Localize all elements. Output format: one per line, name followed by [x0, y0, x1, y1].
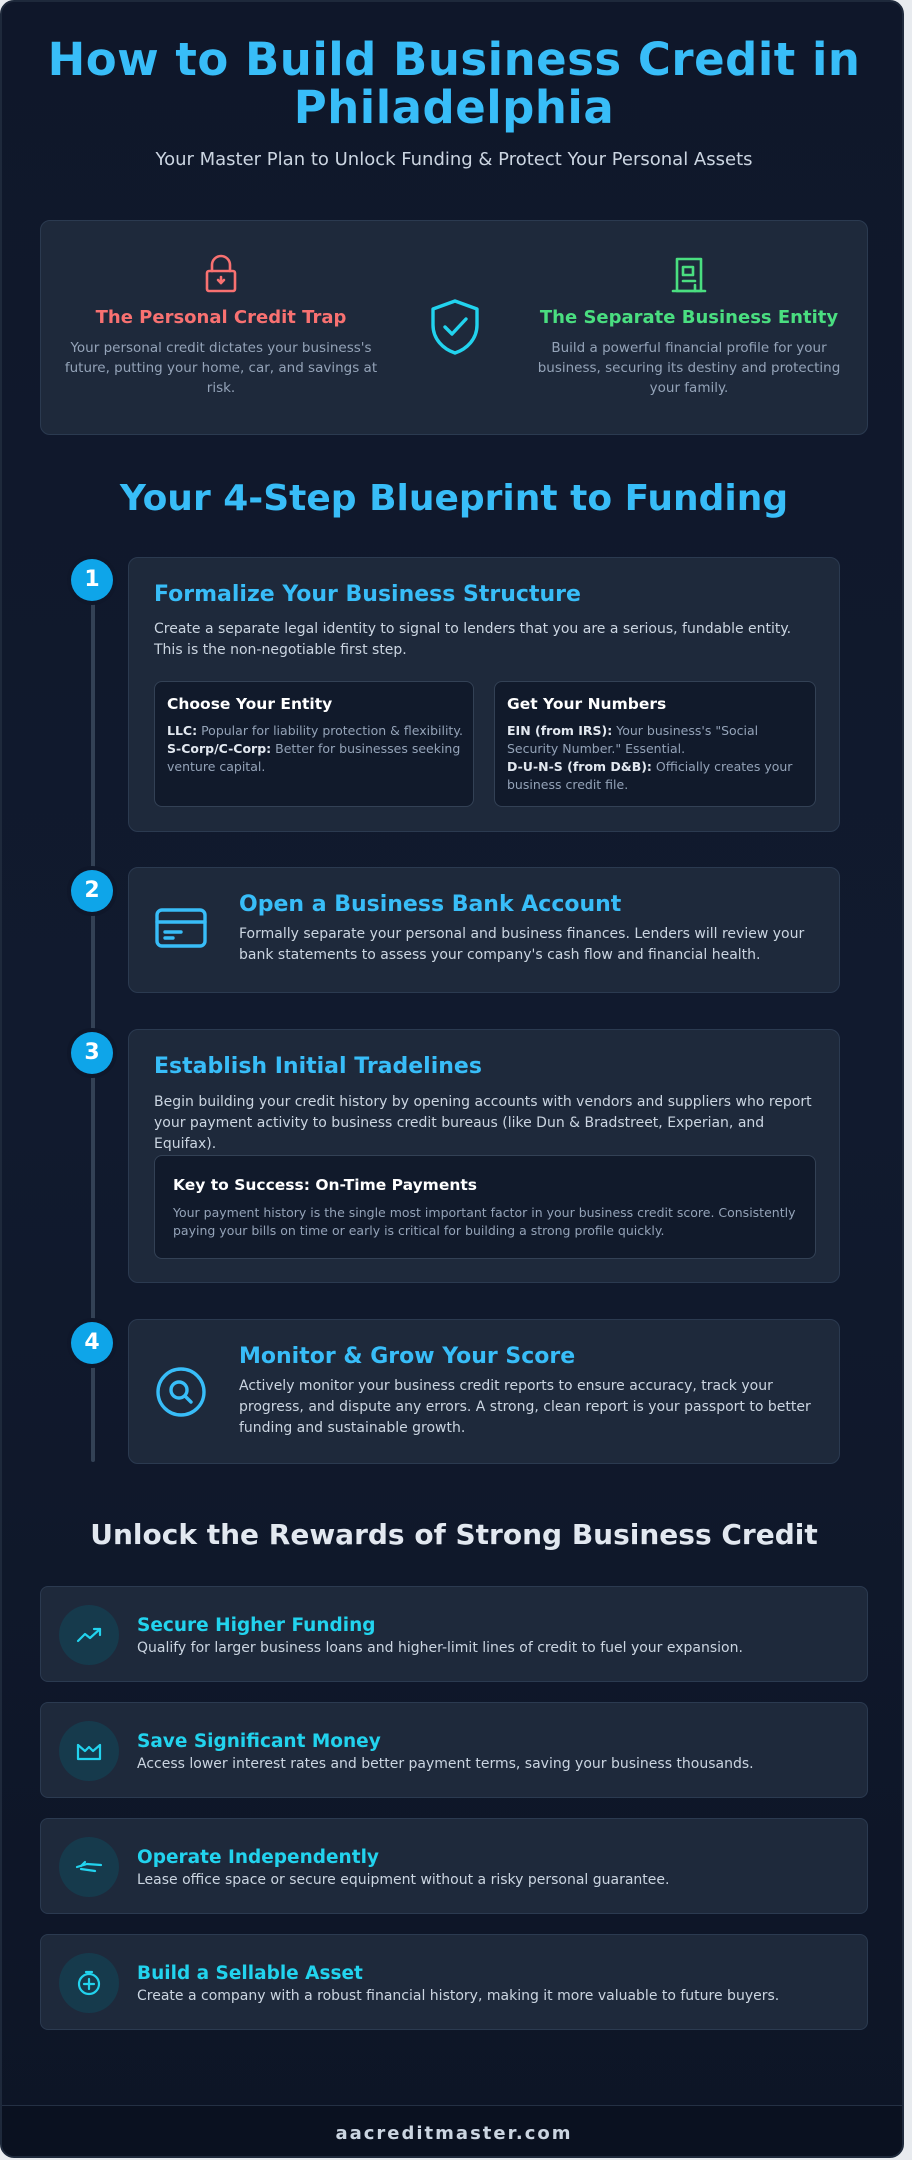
reward-title: Build a Sellable Asset: [137, 1963, 363, 1984]
lock-icon: [197, 251, 245, 299]
step-title-1: Formalize Your Business Structure: [154, 582, 581, 607]
choose-entity-title: Choose Your Entity: [167, 695, 333, 713]
get-numbers-title: Get Your Numbers: [507, 695, 667, 713]
personal-credit-trap: [61, 251, 381, 398]
building-icon: [665, 251, 713, 299]
separate-business-entity: [529, 251, 849, 398]
reward-item-funding: [40, 1586, 868, 1682]
step-card-4: [128, 1319, 840, 1464]
number-duns: D-U-N-S (from D&B): Officially creates your business credit file.: [507, 759, 793, 792]
step-text-1: Create a separate legal identity to signal to lenders that you are a serious, fundable entity. This is the non-negotiable first step.: [154, 621, 792, 658]
blueprint-title: Your 4-Step Blueprint to Funding: [119, 478, 789, 519]
step-title-2: Open a Business Bank Account: [239, 892, 622, 917]
step-number-3: 3: [71, 1032, 113, 1074]
comparison-panel: [40, 220, 868, 435]
choose-entity-text: [167, 722, 467, 776]
entity-corp: S-Corp/C-Corp: Better for businesses seeking venture capital.: [167, 741, 461, 774]
key-to-success-box: [154, 1155, 816, 1259]
rewards-title: Unlock the Rewards of Strong Business Credit: [90, 1518, 818, 1551]
trending-up-icon: [59, 1605, 119, 1665]
savings-icon: [59, 1721, 119, 1781]
key-to-success-title: Key to Success: On-Time Payments: [173, 1176, 478, 1194]
reward-item-independent: [40, 1818, 868, 1914]
step-text-3: Begin building your credit history by opening accounts with vendors and suppliers who report your payment activity to business credit bureaus (like Dun & Bradstreet, Experian, and Equifax).: [154, 1094, 812, 1152]
reward-title: Save Significant Money: [137, 1731, 381, 1752]
step-number-1: 1: [71, 559, 113, 601]
entity-llc: LLC: Popular for liability protection & flexibility.: [167, 723, 463, 738]
reward-text: Access lower interest rates and better payment terms, saving your business thousands.: [137, 1756, 754, 1772]
footer-site-link[interactable]: aacreditmaster.com: [2, 2105, 904, 2158]
key-to-success-text: Your payment history is the single most important factor in your business credit score. Consistently paying your bills on time or early is critical for building a strong profile quickly.: [173, 1205, 796, 1238]
step-title-4: Monitor & Grow Your Score: [239, 1344, 576, 1369]
reward-text: Qualify for larger business loans and higher-limit lines of credit to fuel your expansion.: [137, 1640, 743, 1656]
step-title-3: Establish Initial Tradelines: [154, 1054, 482, 1079]
step-card-2: [128, 867, 840, 993]
step-text-2: Formally separate your personal and business finances. Lenders will review your bank statements to assess your company's cash flow and financial health.: [239, 926, 805, 963]
reward-text: Create a company with a robust financial history, making it more valuable to future buyers.: [137, 1988, 780, 2004]
reward-text: Lease office space or secure equipment without a risky personal guarantee.: [137, 1872, 670, 1888]
reward-title: Operate Independently: [137, 1847, 379, 1868]
step-text-4: Actively monitor your business credit reports to ensure accuracy, track your progress, and dispute any errors. A strong, clean report is your passport to better funding and sustainable growth.: [239, 1378, 811, 1436]
step-card-3: [128, 1029, 840, 1283]
handshake-icon: [59, 1837, 119, 1897]
page-title: How to Build Business Credit in Philadelphia: [47, 33, 861, 134]
personal-credit-trap-title: The Personal Credit Trap: [95, 307, 347, 328]
separate-business-entity-title: The Separate Business Entity: [539, 307, 839, 328]
shield-check-icon: [423, 295, 487, 359]
step-card-1: [128, 557, 840, 832]
step-number-4: 4: [71, 1322, 113, 1364]
reward-item-savings: [40, 1702, 868, 1798]
choose-entity-box: [154, 681, 474, 807]
get-numbers-box: [494, 681, 816, 807]
magnifier-icon: [151, 1362, 211, 1422]
reward-item-asset: [40, 1934, 868, 2030]
step-number-2: 2: [71, 870, 113, 912]
separate-business-entity-text: Build a powerful financial profile for your business, securing its destiny and protecting your family.: [537, 340, 841, 396]
get-numbers-text: [507, 722, 809, 794]
number-ein: EIN (from IRS): Your business's "Social Security Number." Essential.: [507, 723, 759, 756]
page-subtitle: Your Master Plan to Unlock Funding & Protect Your Personal Assets: [155, 149, 753, 170]
personal-credit-trap-text: Your personal credit dictates your business's future, putting your home, car, and savings at risk.: [64, 340, 378, 396]
credit-card-icon: [151, 898, 211, 958]
reward-title: Secure Higher Funding: [137, 1615, 376, 1636]
asset-icon: [59, 1953, 119, 2013]
